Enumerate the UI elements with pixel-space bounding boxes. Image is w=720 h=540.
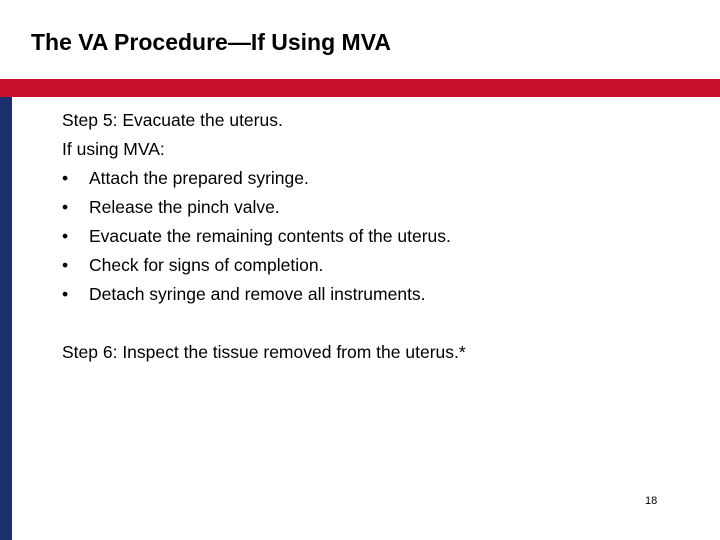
instruction-list bbox=[62, 164, 702, 309]
list-item-text: Check for signs of completion. bbox=[89, 255, 324, 275]
bullet-icon: • bbox=[62, 284, 69, 304]
slide-title: The VA Procedure—If Using MVA bbox=[31, 29, 391, 55]
page-number: 18 bbox=[645, 495, 658, 507]
step-6-heading: Step 6: Inspect the tissue removed from the uterus.* bbox=[62, 342, 466, 362]
list-item-text: Detach syringe and remove all instruments. bbox=[89, 284, 426, 304]
step-5-heading: Step 5: Evacuate the uterus. bbox=[62, 110, 283, 130]
list-item-text: Release the pinch valve. bbox=[89, 197, 280, 217]
bullet-icon: • bbox=[62, 168, 69, 188]
mva-intro: If using MVA: bbox=[62, 139, 165, 159]
bullet-icon: • bbox=[62, 197, 69, 217]
accent-blue-sidebar bbox=[0, 97, 12, 540]
list-item bbox=[62, 280, 702, 309]
list-item-text: Evacuate the remaining contents of the uterus. bbox=[89, 226, 451, 246]
list-item bbox=[62, 193, 702, 222]
bullet-icon: • bbox=[62, 255, 69, 275]
accent-red-bar bbox=[0, 79, 720, 97]
list-item bbox=[62, 251, 702, 280]
slide-body bbox=[62, 106, 702, 367]
bullet-icon: • bbox=[62, 226, 69, 246]
list-item bbox=[62, 164, 702, 193]
list-item bbox=[62, 222, 702, 251]
list-item-text: Attach the prepared syringe. bbox=[89, 168, 309, 188]
